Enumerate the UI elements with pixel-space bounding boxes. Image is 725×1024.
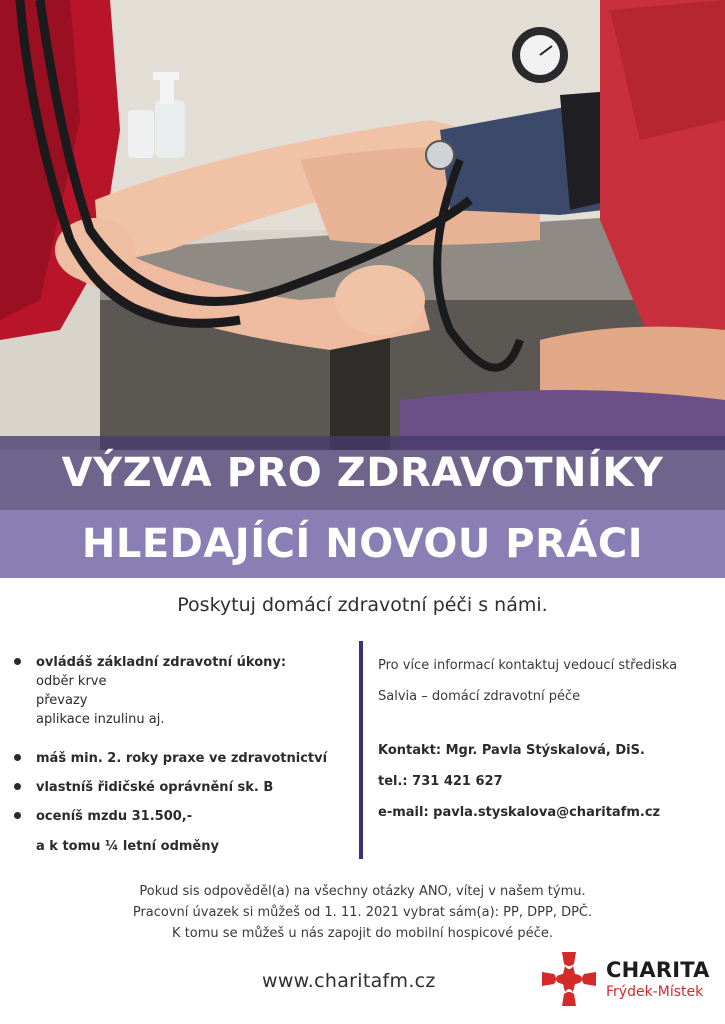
requirement-title: vlastníš řidičské oprávnění sk. B	[36, 780, 274, 795]
contact-phone[interactable]: tel.: 731 421 627	[378, 774, 503, 789]
contact-intro: Pro více informací kontaktuj vedoucí střediska	[378, 658, 678, 673]
requirement-title: ovládáš základní zdravotní úkony:	[36, 655, 287, 670]
subtitle: Poskytuj domácí zdravotní péči s námi.	[177, 594, 548, 616]
logo-place: Frýdek-Místek	[606, 984, 704, 1000]
requirement-detail: převazy	[36, 693, 88, 708]
column-divider	[359, 641, 363, 859]
requirement-title: máš min. 2. roky praxe ve zdravotnictví	[36, 751, 328, 766]
headline-band-bottom	[0, 510, 725, 578]
footer-line: Pokud sis odpověděl(a) na všechny otázky ANO, vítej v našem týmu.	[139, 884, 586, 899]
bullet-icon	[14, 783, 21, 790]
logo-name: CHARITA	[606, 958, 710, 982]
bullet-icon	[14, 812, 21, 819]
contact-unit: Salvia – domácí zdravotní péče	[378, 689, 581, 704]
headline-band-top	[0, 436, 725, 510]
requirement-item	[12, 807, 357, 856]
requirement-item	[12, 778, 357, 797]
charita-logo	[540, 950, 720, 1010]
charita-cross-icon	[540, 950, 598, 1008]
requirement-detail: aplikace inzulinu aj.	[36, 712, 165, 727]
requirement-continuation: a k tomu ¼ letní odměny	[36, 839, 219, 854]
headline-line-2: HLEDAJÍCÍ NOVOU PRÁCI	[81, 521, 644, 567]
contact-person: Kontakt: Mgr. Pavla Stýskalová, DiS.	[378, 743, 645, 758]
requirement-item	[12, 653, 357, 729]
footer-line: K tomu se můžeš u nás zapojit do mobilní hospicové péče.	[172, 926, 553, 941]
website-link[interactable]: www.charitafm.cz	[262, 970, 436, 992]
bullet-icon	[14, 658, 21, 665]
hero-photo-blood-pressure	[0, 0, 725, 450]
requirements-list	[12, 653, 357, 856]
contact-block	[378, 657, 718, 821]
headline-line-1: VÝZVA PRO ZDRAVOTNÍKY	[61, 450, 664, 496]
bullet-icon	[14, 754, 21, 761]
requirement-detail: odběr krve	[36, 674, 107, 689]
footer-text	[0, 881, 725, 944]
contact-email[interactable]: e-mail: pavla.styskalova@charitafm.cz	[378, 805, 661, 820]
footer-line: Pracovní úvazek si můžeš od 1. 11. 2021 vybrat sám(a): PP, DPP, DPČ.	[132, 905, 593, 920]
requirement-item	[12, 749, 357, 768]
requirement-title: oceníš mzdu 31.500,-	[36, 809, 193, 824]
